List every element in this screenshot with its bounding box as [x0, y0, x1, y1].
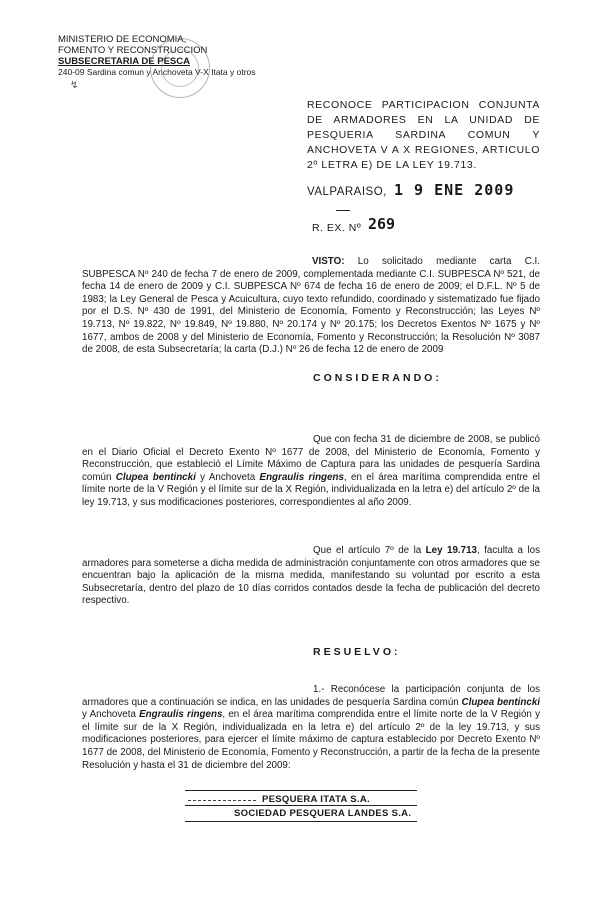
visto-paragraph — [82, 256, 540, 357]
resuelvo-paragraph-1 — [82, 684, 540, 772]
text-run: , faculta a los armadores para someterse a dicha medida de administración conjuntamente con otros armadores que se encuentran bajo la aplicación de la misma medida, manifestando su voluntad por escrito a esta Subsecretaría, dentro del plazo de 10 días corridos contados desde la fecha de publicación del decreto respectivo. — [82, 545, 540, 607]
divider — [185, 805, 417, 806]
resuelvo-heading: RESUELVO: — [313, 646, 401, 658]
ministry-line-2: FOMENTO Y RECONSTRUCCION — [58, 45, 208, 56]
document-title: RECONOCE PARTICIPACION CONJUNTA DE ARMADORES EN LA UNIDAD DE PESQUERIA SARDINA COMUN Y ANCHOVETA V A X REGIONES, ARTICULO 2º LETRA E) DE LA LEY 19.713. — [307, 99, 540, 171]
text-run: , en el área marítima comprendida entre el límite norte de la V Región y el límite sur de la X Región, individualizada en la letra e) del artículo 2º de la ley 19.713, y sus modificaciones posteriores, para ejercer el límite máximo de captura establecido por Decreto Exento Nº 1677 de 2008, del Ministerio de Economía, Fomento y Reconstrucción, a partir de la fecha de la presente Resolución y hasta el 31 de diciembre del 2009: — [82, 709, 540, 771]
species-name: Clupea bentincki — [461, 696, 540, 708]
text-run: Que el artículo 7º de la — [313, 545, 426, 556]
law-reference: Ley 19.713 — [425, 545, 477, 556]
company-name: PESQUERA ITATA S.A. — [262, 794, 370, 805]
text-run: , en el área marítima comprendida entre el límite norte de la V Región y el límite sur de la X Región, individualizada en la letra e) del artículo 2º de la ley 19.713, y sus modificaciones posteriores, correspondientes al año 2009. — [82, 471, 540, 508]
considerando-heading: CONSIDERANDO: — [313, 372, 442, 384]
divider — [336, 210, 350, 211]
species-name: Engraulis ringens — [259, 471, 344, 483]
ministry-line: MINISTERIO DE ECONOMIA, — [58, 34, 187, 45]
species-name: Engraulis ringens — [139, 709, 223, 721]
company-name: SOCIEDAD PESQUERA LANDES S.A. — [234, 808, 412, 819]
text-run: y Anchoveta — [82, 709, 140, 721]
margin-mark: ↯ — [70, 80, 79, 91]
place-label: VALPARAISO, — [307, 186, 387, 198]
resolution-number: 269 — [368, 215, 396, 233]
species-name: Clupea bentincki — [115, 471, 196, 483]
seal-stamp-icon — [150, 38, 210, 98]
resolution-label: R. EX. Nº — [312, 222, 362, 234]
visto-label: VISTO: — [312, 256, 345, 267]
text-run: 1.- Reconócese la participación conjunta de los armadores que a continuación se indica, en las unidades de pesquería Sardina común — [82, 684, 540, 708]
dashed-rule — [188, 800, 256, 801]
visto-text: Lo solicitado mediante carta C.I. SUBPESCA Nº 240 de fecha 7 de enero de 2009, complementada mediante C.I. SUBPESCA Nº 521, de fecha 14 de enero de 2009 y C.I. SUBPESCA Nº 674 de fecha 16 de enero de 2009; el D.F.L. Nº 5 de 1983; la Ley General de Pesca y Acuicultura, cuyo texto refundido, coordinado y sistematizado fue fijado por el D.S. Nº 430 de 1991, del Ministerio de Economía, Fomento y Reconstrucción; las Leyes Nº 19.713, Nº 19.822, Nº 19.849, Nº 19.880, Nº 20.174 y Nº 20.175; los Decretos Exentos Nº 1675 y Nº 1677, ambos de 2008 y del Ministerio de Economía, Fomento y Reconstrucción; la Resolución Nº 3087 de 2008, de esta Subsecretaría; la carta (D.J.) Nº 26 de fecha 12 de enero de 2009 — [82, 256, 540, 356]
considerando-paragraph-1 — [82, 434, 540, 510]
file-reference: 240-09 Sardina comun y Anchoveta V-X Itata y otros — [58, 67, 256, 77]
text-run: y Anchoveta — [195, 471, 260, 483]
text-run: Que con fecha 31 de diciembre de 2008, se publicó en el Diario Oficial el Decreto Exento Nº 1677 de 2008, del Ministerio de Economía, Fomento y Reconstrucción, que estableció el Límite Máximo de Captura para las unidades de pesquería Sardina común — [82, 434, 540, 483]
subsecretaria-line: SUBSECRETARIA DE PESCA — [58, 56, 190, 67]
date-stamp: 1 9 ENE 2009 — [394, 181, 515, 199]
considerando-paragraph-2 — [82, 545, 540, 608]
